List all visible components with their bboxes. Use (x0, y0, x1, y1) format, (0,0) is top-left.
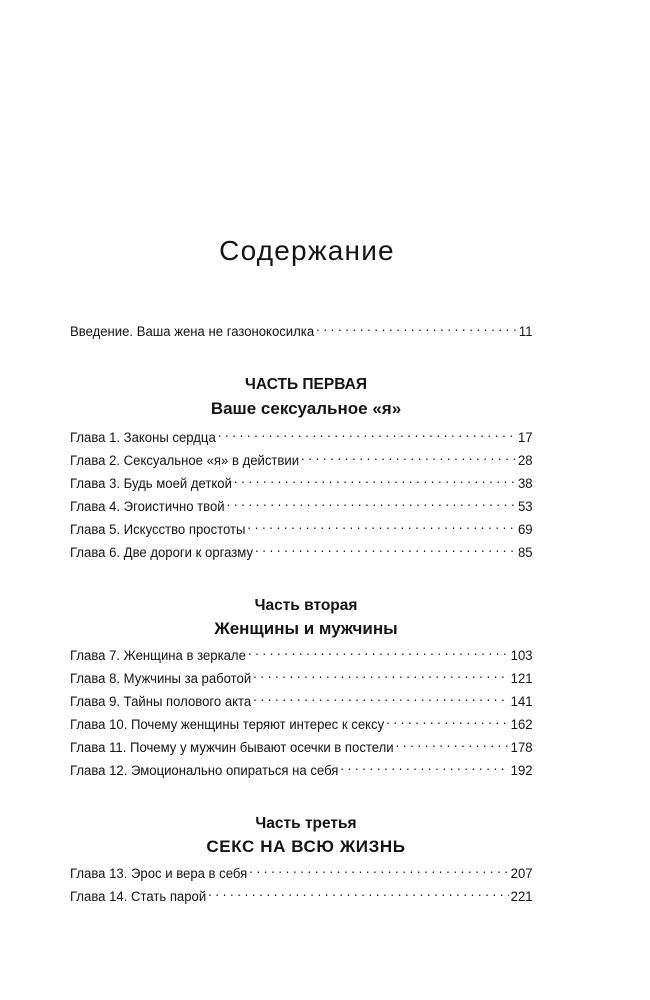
toc-page-number: 178 (510, 740, 533, 755)
toc-page-number: 141 (510, 694, 533, 709)
toc-page-number: 162 (510, 717, 533, 732)
toc-page-number: 192 (510, 763, 533, 778)
toc-page-number: 17 (517, 430, 533, 445)
toc-page-number: 221 (510, 889, 533, 904)
toc-entry-label: Глава 5. Искусство простоты (70, 522, 246, 537)
toc-entry-label: Глава 7. Женщина в зеркале (70, 648, 246, 663)
dot-leader (234, 470, 516, 488)
toc-entry-intro (70, 318, 533, 341)
toc-page-number: 121 (510, 671, 533, 686)
toc-entry-label: Глава 12. Эмоционально опираться на себя (70, 763, 339, 778)
toc-entry-chapter-6 (70, 539, 533, 562)
toc-entry-label: Глава 11. Почему у мужчин бывают осечки в постели (70, 740, 394, 755)
toc-entry-chapter-12 (70, 757, 533, 780)
dot-leader (301, 447, 516, 465)
part-1-title: Ваше сексуальное «я» (210, 399, 402, 418)
toc-entry-chapter-8 (70, 665, 533, 688)
dot-leader (248, 642, 509, 660)
toc-entry-label: Глава 13. Эрос и вера в себя (70, 866, 248, 881)
dot-leader (247, 516, 516, 534)
page-title: Содержание (219, 235, 395, 266)
dot-leader (255, 539, 516, 557)
toc-entry-label: Глава 4. Эгоистично твой (70, 499, 225, 514)
toc-entry-chapter-4 (70, 493, 533, 516)
toc-entry-chapter-11 (70, 734, 533, 757)
toc-entry-label: Глава 14. Стать парой (70, 889, 207, 904)
part-3-heading: Часть третья (255, 815, 357, 832)
toc-page-number: 85 (517, 545, 533, 560)
toc-entry-label: Глава 1. Законы сердца (70, 430, 216, 445)
toc-page-number: 69 (517, 522, 533, 537)
part-2-title: Женщины и мужчины (214, 619, 398, 638)
dot-leader (218, 424, 516, 442)
dot-leader (386, 711, 509, 729)
dot-leader (249, 860, 509, 878)
toc-entry-label: Глава 8. Мужчины за работой (70, 671, 252, 686)
toc-entry-chapter-9 (70, 688, 533, 711)
toc-page-number: 28 (517, 453, 533, 468)
part-1-heading: ЧАСТЬ ПЕРВАЯ (245, 376, 367, 393)
toc-page-number: 38 (517, 476, 533, 491)
dot-leader (253, 665, 509, 683)
dot-leader (316, 318, 517, 336)
part-3-title: СЕКС НА ВСЮ ЖИЗНЬ (206, 837, 406, 856)
toc-entry-label: Введение. Ваша жена не газонокосилка (70, 324, 315, 339)
toc-entry-label: Глава 2. Сексуальное «я» в действии (70, 453, 300, 468)
dot-leader (253, 688, 509, 706)
dot-leader (340, 757, 508, 775)
dot-leader (396, 734, 509, 752)
toc-entry-label: Глава 3. Будь моей деткой (70, 476, 232, 491)
dot-leader (227, 493, 516, 511)
toc-entry-chapter-1 (70, 424, 533, 447)
toc-entry-chapter-3 (70, 470, 533, 493)
toc-page-number: 103 (510, 648, 533, 663)
toc-entry-chapter-7 (70, 642, 533, 665)
toc-entry-chapter-5 (70, 516, 533, 539)
toc-entry-label: Глава 9. Тайны полового акта (70, 694, 252, 709)
toc-page-number: 53 (517, 499, 533, 514)
toc-entry-label: Глава 10. Почему женщины теряют интерес к сексу (70, 717, 385, 732)
toc-entry-chapter-10 (70, 711, 533, 734)
toc-page-number: 207 (510, 866, 533, 881)
toc-page-number: 11 (518, 324, 533, 339)
toc-entry-label: Глава 6. Две дороги к оргазму (70, 545, 254, 560)
toc-entry-chapter-2 (70, 447, 533, 470)
toc-entry-chapter-14 (70, 883, 533, 906)
toc-entry-chapter-13 (70, 860, 533, 883)
dot-leader (208, 883, 509, 901)
part-2-heading: Часть вторая (254, 597, 358, 614)
